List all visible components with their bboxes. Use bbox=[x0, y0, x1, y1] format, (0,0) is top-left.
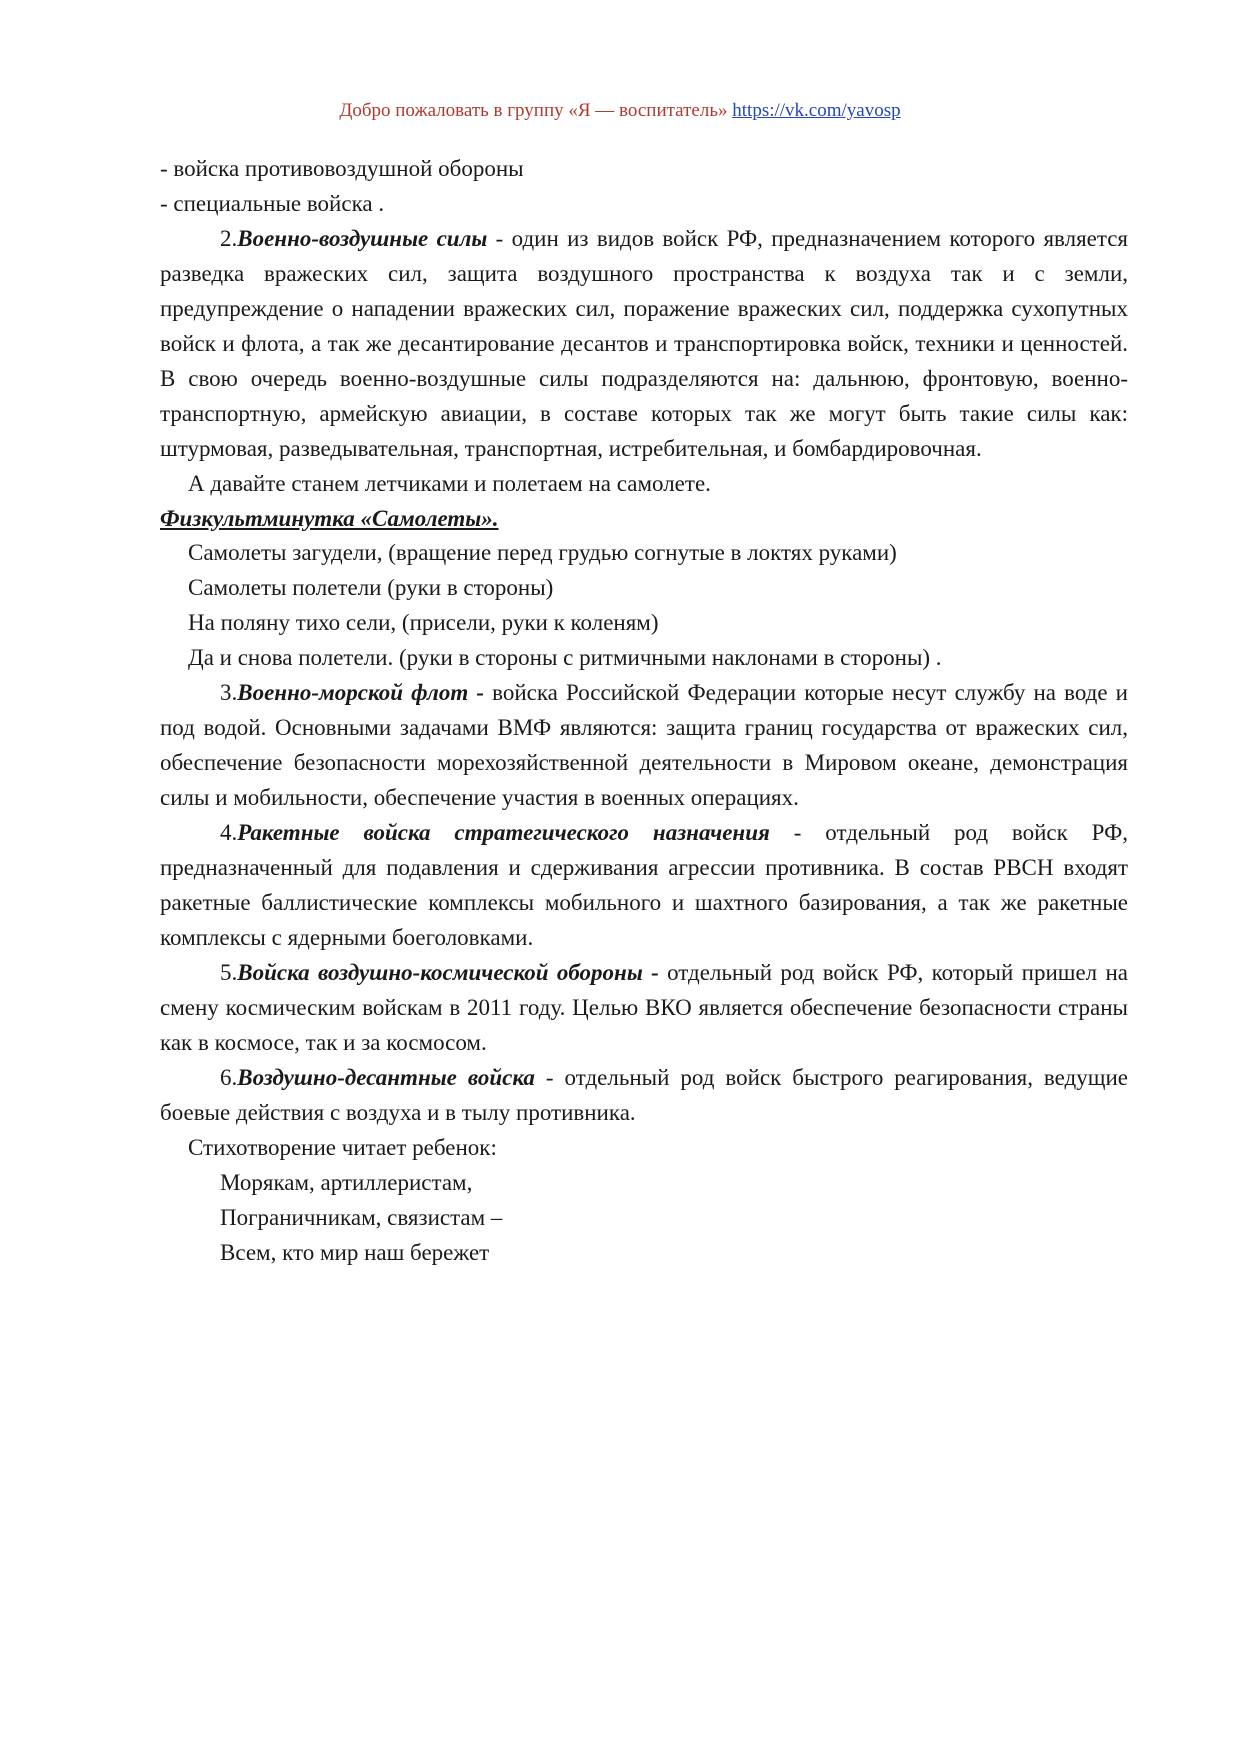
poem-line-2: Пограничникам, связистам – bbox=[220, 1204, 503, 1230]
fiz-line-2: Самолеты полетели (руки в стороны) bbox=[188, 575, 554, 601]
item-5-text: отдельный род войск РФ, который пришел на смену космическим войскам в 2011 году. Целью ВКО является обеспечение безопасности страны как в космосе, так и за космосом. bbox=[160, 959, 1129, 1055]
item-4-number: 4. bbox=[220, 820, 238, 846]
bullet-special-troops: - специальные войска . bbox=[160, 190, 385, 216]
item-3-number: 3. bbox=[220, 680, 238, 706]
paragraph-item-2 bbox=[160, 222, 1128, 467]
poem-line-1: Морякам, артиллеристам, bbox=[220, 1169, 473, 1195]
poem-intro: Стихотворение читает ребенок: bbox=[188, 1134, 497, 1160]
paragraph-item-4 bbox=[160, 816, 1128, 956]
item-2-number: 2. bbox=[220, 225, 238, 251]
page-header bbox=[0, 100, 1240, 122]
poem-line-3: Всем, кто мир наш бережет bbox=[220, 1239, 490, 1265]
invite-line: А давайте станем летчиками и полетаем на самолете. bbox=[188, 470, 711, 496]
item-6-number: 6. bbox=[220, 1064, 238, 1090]
fizminutka-title: Физкультминутка «Самолеты». bbox=[160, 505, 499, 531]
item-6-text: - отдельный род войск быстрого реагирования, ведущие боевые действия с воздуха и в тылу противника. bbox=[160, 1064, 1128, 1125]
group-link[interactable]: https://vk.com/yavosp bbox=[732, 100, 901, 121]
bullet-air-defense: - войска противовоздушной обороны bbox=[160, 156, 524, 181]
item-5-number: 5. bbox=[220, 959, 238, 985]
item-6-title: Воздушно-десантные войска bbox=[237, 1064, 535, 1090]
fiz-line-3: На поляну тихо сели, (присели, руки к коленям) bbox=[188, 610, 659, 636]
paragraph-item-5 bbox=[160, 956, 1128, 1061]
item-4-text: - отдельный род войск РФ, предназначенный для подавления и сдерживания агрессии противника. В состав РВСН входят ракетные баллистические комплексы мобильного и шахтного базирования, а так же ракетные комплексы с ядерными боеголовками. bbox=[160, 820, 1129, 950]
item-3-text: войска Российской Федерации которые несут службу на воде и под водой. Основными задачами ВМФ являются: защита границ государства от вражеских сил, обеспечение безопасности морехозяйственной деятельности в Мировом океане, демонстрация силы и мобильности, обеспечение участия в военных операциях. bbox=[160, 680, 1128, 811]
fiz-line-4: Да и снова полетели. (руки в стороны с ритмичными наклонами в стороны) . bbox=[188, 645, 942, 671]
document-body bbox=[0, 152, 1240, 1271]
fiz-line-1: Самолеты загудели, (вращение перед грудью согнутые в локтях руками) bbox=[188, 540, 897, 566]
item-3-title: Военно-морской флот - bbox=[237, 680, 485, 706]
item-5-title: Войска воздушно-космической обороны - bbox=[237, 959, 659, 985]
paragraph-item-6 bbox=[160, 1061, 1128, 1131]
item-2-text: - один из видов войск РФ, предназначением которого является разведка вражеских сил, защита воздушного пространства к воздуха так и с земли, предупреждение о нападении вражеских сил, поражение вражеских сил, поддержка сухопутных войск и флота, а так же десантирование десантов и транспортировка войск, техники и ценностей. В свою очередь военно-воздушные силы подразделяются на: дальнюю, фронтовую, военно-транспортную, армейскую авиации, в составе которых так же могут быть такие силы как: штурмовая, разведывательная, транспортная, истребительная, и бомбардировочная. bbox=[160, 225, 1128, 461]
item-4-title: Ракетные войска стратегического назначения bbox=[237, 820, 770, 846]
paragraph-item-3 bbox=[160, 676, 1128, 816]
header-text: Добро пожаловать в группу «Я — воспитатель» bbox=[339, 100, 733, 121]
item-2-title: Военно-воздушные силы bbox=[237, 225, 488, 251]
